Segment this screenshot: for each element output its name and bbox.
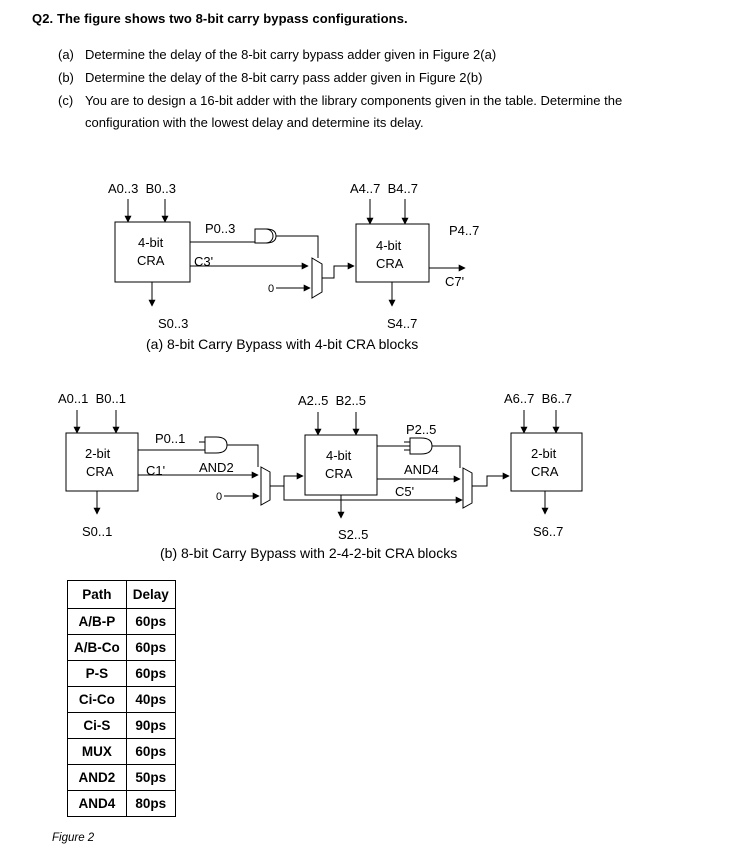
part-c-text: You are to design a 16-bit adder with the library components given in the table. Determine the xyxy=(85,93,623,108)
fig-b-input-1: A0..1 B0..1 xyxy=(58,391,126,406)
fig-a-cra2-line1: 4-bit xyxy=(376,238,402,253)
fig-b-c1-label: C1' xyxy=(146,463,166,478)
table-cell: 60ps xyxy=(126,635,175,661)
fig-b-cra-block-3 xyxy=(511,433,582,491)
table-row xyxy=(68,713,176,739)
fig-b-sum-2: S2..5 xyxy=(338,527,369,542)
fig-a-carry-label: C3' xyxy=(194,254,214,269)
delay-table xyxy=(67,580,176,817)
table-cell: AND4 xyxy=(68,791,127,817)
fig-a-zero: 0 xyxy=(268,283,275,295)
fig-a-and-gate xyxy=(255,229,273,243)
fig-b-cra1-line2: CRA xyxy=(86,464,114,479)
fig-b-sum-3: S6..7 xyxy=(533,524,564,539)
fig-b-cra-block-1 xyxy=(66,433,138,491)
table-cell: 60ps xyxy=(126,609,175,635)
fig-b-p1-label: P0..1 xyxy=(155,431,186,446)
table-cell: P-S xyxy=(68,661,127,687)
fig-b-mux-2 xyxy=(463,468,472,508)
figure-b xyxy=(58,391,582,561)
part-a-label: (a) xyxy=(58,47,74,62)
part-a-text: Determine the delay of the 8-bit carry bypass adder given in Figure 2(a) xyxy=(85,47,497,62)
fig-b-c5-label: C5' xyxy=(395,484,415,499)
fig-b-and4-label: AND4 xyxy=(404,462,439,477)
table-row xyxy=(68,739,176,765)
table-row xyxy=(68,791,176,817)
fig-b-and2-gate xyxy=(205,437,227,453)
fig-a-p-out: P4..7 xyxy=(449,223,480,238)
fig-a-cra2-line2: CRA xyxy=(376,256,404,271)
table-cell: 60ps xyxy=(126,661,175,687)
part-b-label: (b) xyxy=(58,70,74,85)
table-row xyxy=(68,635,176,661)
fig-b-mux-1 xyxy=(261,467,270,505)
table-cell: AND2 xyxy=(68,765,127,791)
part-b-text: Determine the delay of the 8-bit carry pass adder given in Figure 2(b) xyxy=(85,70,483,85)
fig-b-cra2-line1: 4-bit xyxy=(326,448,352,463)
table-row xyxy=(68,609,176,635)
fig-b-cra-block-2 xyxy=(305,435,377,495)
fig-b-cra2-line2: CRA xyxy=(325,466,353,481)
fig-b-and2-label: AND2 xyxy=(199,460,234,475)
table-row xyxy=(68,765,176,791)
part-c-label: (c) xyxy=(58,93,74,108)
fig-b-cra3-line1: 2-bit xyxy=(531,446,557,461)
table-cell: 50ps xyxy=(126,765,175,791)
fig-b-caption: (b) 8-bit Carry Bypass with 2-4-2-bit CRA blocks xyxy=(160,545,458,561)
fig-a-input-2: A4..7 B4..7 xyxy=(350,181,418,196)
table-cell: 90ps xyxy=(126,713,175,739)
part-c-continuation: configuration with the lowest delay and determine its delay. xyxy=(85,115,424,130)
fig-a-cra-block-1 xyxy=(115,222,190,282)
table-cell: 80ps xyxy=(126,791,175,817)
fig-a-sum-1: S0..3 xyxy=(158,316,189,331)
fig-a-mux xyxy=(312,258,322,298)
header-delay: Delay xyxy=(126,581,175,609)
table-cell: A/B-Co xyxy=(68,635,127,661)
fig-b-cra1-line1: 2-bit xyxy=(85,446,111,461)
figure-caption: Figure 2 xyxy=(52,832,95,844)
fig-a-sum-2: S4..7 xyxy=(387,316,418,331)
table-row xyxy=(68,687,176,713)
fig-b-sum-1: S0..1 xyxy=(82,524,113,539)
table-cell: A/B-P xyxy=(68,609,127,635)
table-cell: MUX xyxy=(68,739,127,765)
fig-b-p2-label: P2..5 xyxy=(406,422,437,437)
fig-b-input-2: A2..5 B2..5 xyxy=(298,393,366,408)
fig-a-input-1: A0..3 B0..3 xyxy=(108,181,176,196)
fig-a-caption: (a) 8-bit Carry Bypass with 4-bit CRA blocks xyxy=(146,336,419,352)
table-cell: 60ps xyxy=(126,739,175,765)
table-cell: 40ps xyxy=(126,687,175,713)
fig-a-cra1-line2: CRA xyxy=(137,253,165,268)
fig-a-carry-final: C7' xyxy=(445,274,465,289)
question-title: Q2. The figure shows two 8-bit carry bypass configurations. xyxy=(32,11,408,26)
table-cell: Ci-S xyxy=(68,713,127,739)
header-path: Path xyxy=(68,581,127,609)
fig-b-cra3-line2: CRA xyxy=(531,464,559,479)
delay-table-header xyxy=(68,581,176,609)
fig-b-and4-gate xyxy=(410,438,432,454)
fig-b-input-3: A6..7 B6..7 xyxy=(504,391,572,406)
fig-a-cra-block-2 xyxy=(356,224,429,282)
fig-b-zero: 0 xyxy=(216,491,223,503)
figure-a xyxy=(108,181,479,352)
table-row xyxy=(68,661,176,687)
fig-a-p-label: P0..3 xyxy=(205,221,236,236)
fig-a-cra1-line1: 4-bit xyxy=(138,235,164,250)
table-cell: Ci-Co xyxy=(68,687,127,713)
